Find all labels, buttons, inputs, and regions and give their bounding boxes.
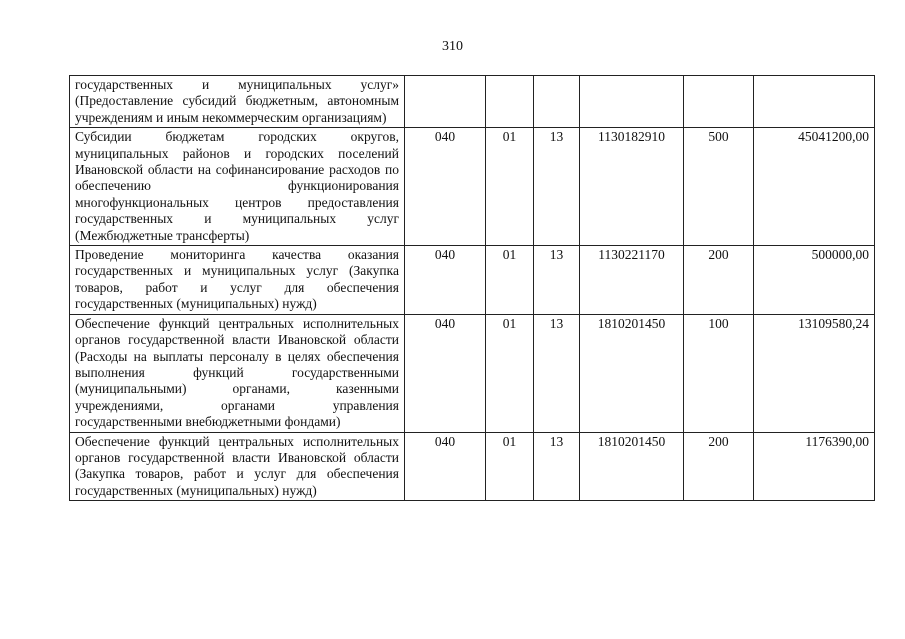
section-code: 01 xyxy=(486,128,534,246)
amount xyxy=(754,76,875,128)
amount: 45041200,00 xyxy=(754,128,875,246)
ministry-code xyxy=(405,76,486,128)
subsection-code xyxy=(534,76,580,128)
expense-type-code xyxy=(684,76,754,128)
row-description: государственных и муниципальных услуг» (Предоставление субсидий бюджетным, автономным учреждениям и иным некоммерческим организациям) xyxy=(70,76,405,128)
target-code: 1130221170 xyxy=(580,246,684,315)
ministry-code: 040 xyxy=(405,246,486,315)
section-code xyxy=(486,76,534,128)
row-description: Обеспечение функций центральных исполнительных органов государственной власти Ивановской области (Расходы на выплаты персоналу в целях обеспечения выполнения функций государственными (муниципальными) органами, казенными учреждениями, органами управления государственными внебюджетными фондами) xyxy=(70,314,405,432)
target-code: 1810201450 xyxy=(580,314,684,432)
expense-type-code: 200 xyxy=(684,246,754,315)
section-code: 01 xyxy=(486,246,534,315)
amount: 13109580,24 xyxy=(754,314,875,432)
ministry-code: 040 xyxy=(405,432,486,501)
subsection-code: 13 xyxy=(534,128,580,246)
expense-type-code: 200 xyxy=(684,432,754,501)
target-code: 1810201450 xyxy=(580,432,684,501)
subsection-code: 13 xyxy=(534,314,580,432)
section-code: 01 xyxy=(486,432,534,501)
target-code: 1130182910 xyxy=(580,128,684,246)
expense-type-code: 100 xyxy=(684,314,754,432)
table-row xyxy=(70,246,875,315)
section-code: 01 xyxy=(486,314,534,432)
target-code xyxy=(580,76,684,128)
subsection-code: 13 xyxy=(534,432,580,501)
table-row xyxy=(70,76,875,128)
subsection-code: 13 xyxy=(534,246,580,315)
table-row xyxy=(70,314,875,432)
amount: 1176390,00 xyxy=(754,432,875,501)
table-row xyxy=(70,128,875,246)
page-number: 310 xyxy=(442,39,463,54)
amount: 500000,00 xyxy=(754,246,875,315)
ministry-code: 040 xyxy=(405,314,486,432)
table-row xyxy=(70,432,875,501)
row-description: Проведение мониторинга качества оказания государственных и муниципальных услуг (Закупка товаров, работ и услуг для обеспечения государственных (муниципальных) нужд) xyxy=(70,246,405,315)
expense-type-code: 500 xyxy=(684,128,754,246)
budget-table xyxy=(69,75,875,501)
ministry-code: 040 xyxy=(405,128,486,246)
row-description: Обеспечение функций центральных исполнительных органов государственной власти Ивановской области (Закупка товаров, работ и услуг для обеспечения государственных (муниципальных) нужд) xyxy=(70,432,405,501)
row-description: Субсидии бюджетам городских округов, муниципальных районов и городских поселений Ивановской области на софинансирование расходов по обеспечению функционирования многофункциональных центров предоставления государственных и муниципальных услуг (Межбюджетные трансферты) xyxy=(70,128,405,246)
